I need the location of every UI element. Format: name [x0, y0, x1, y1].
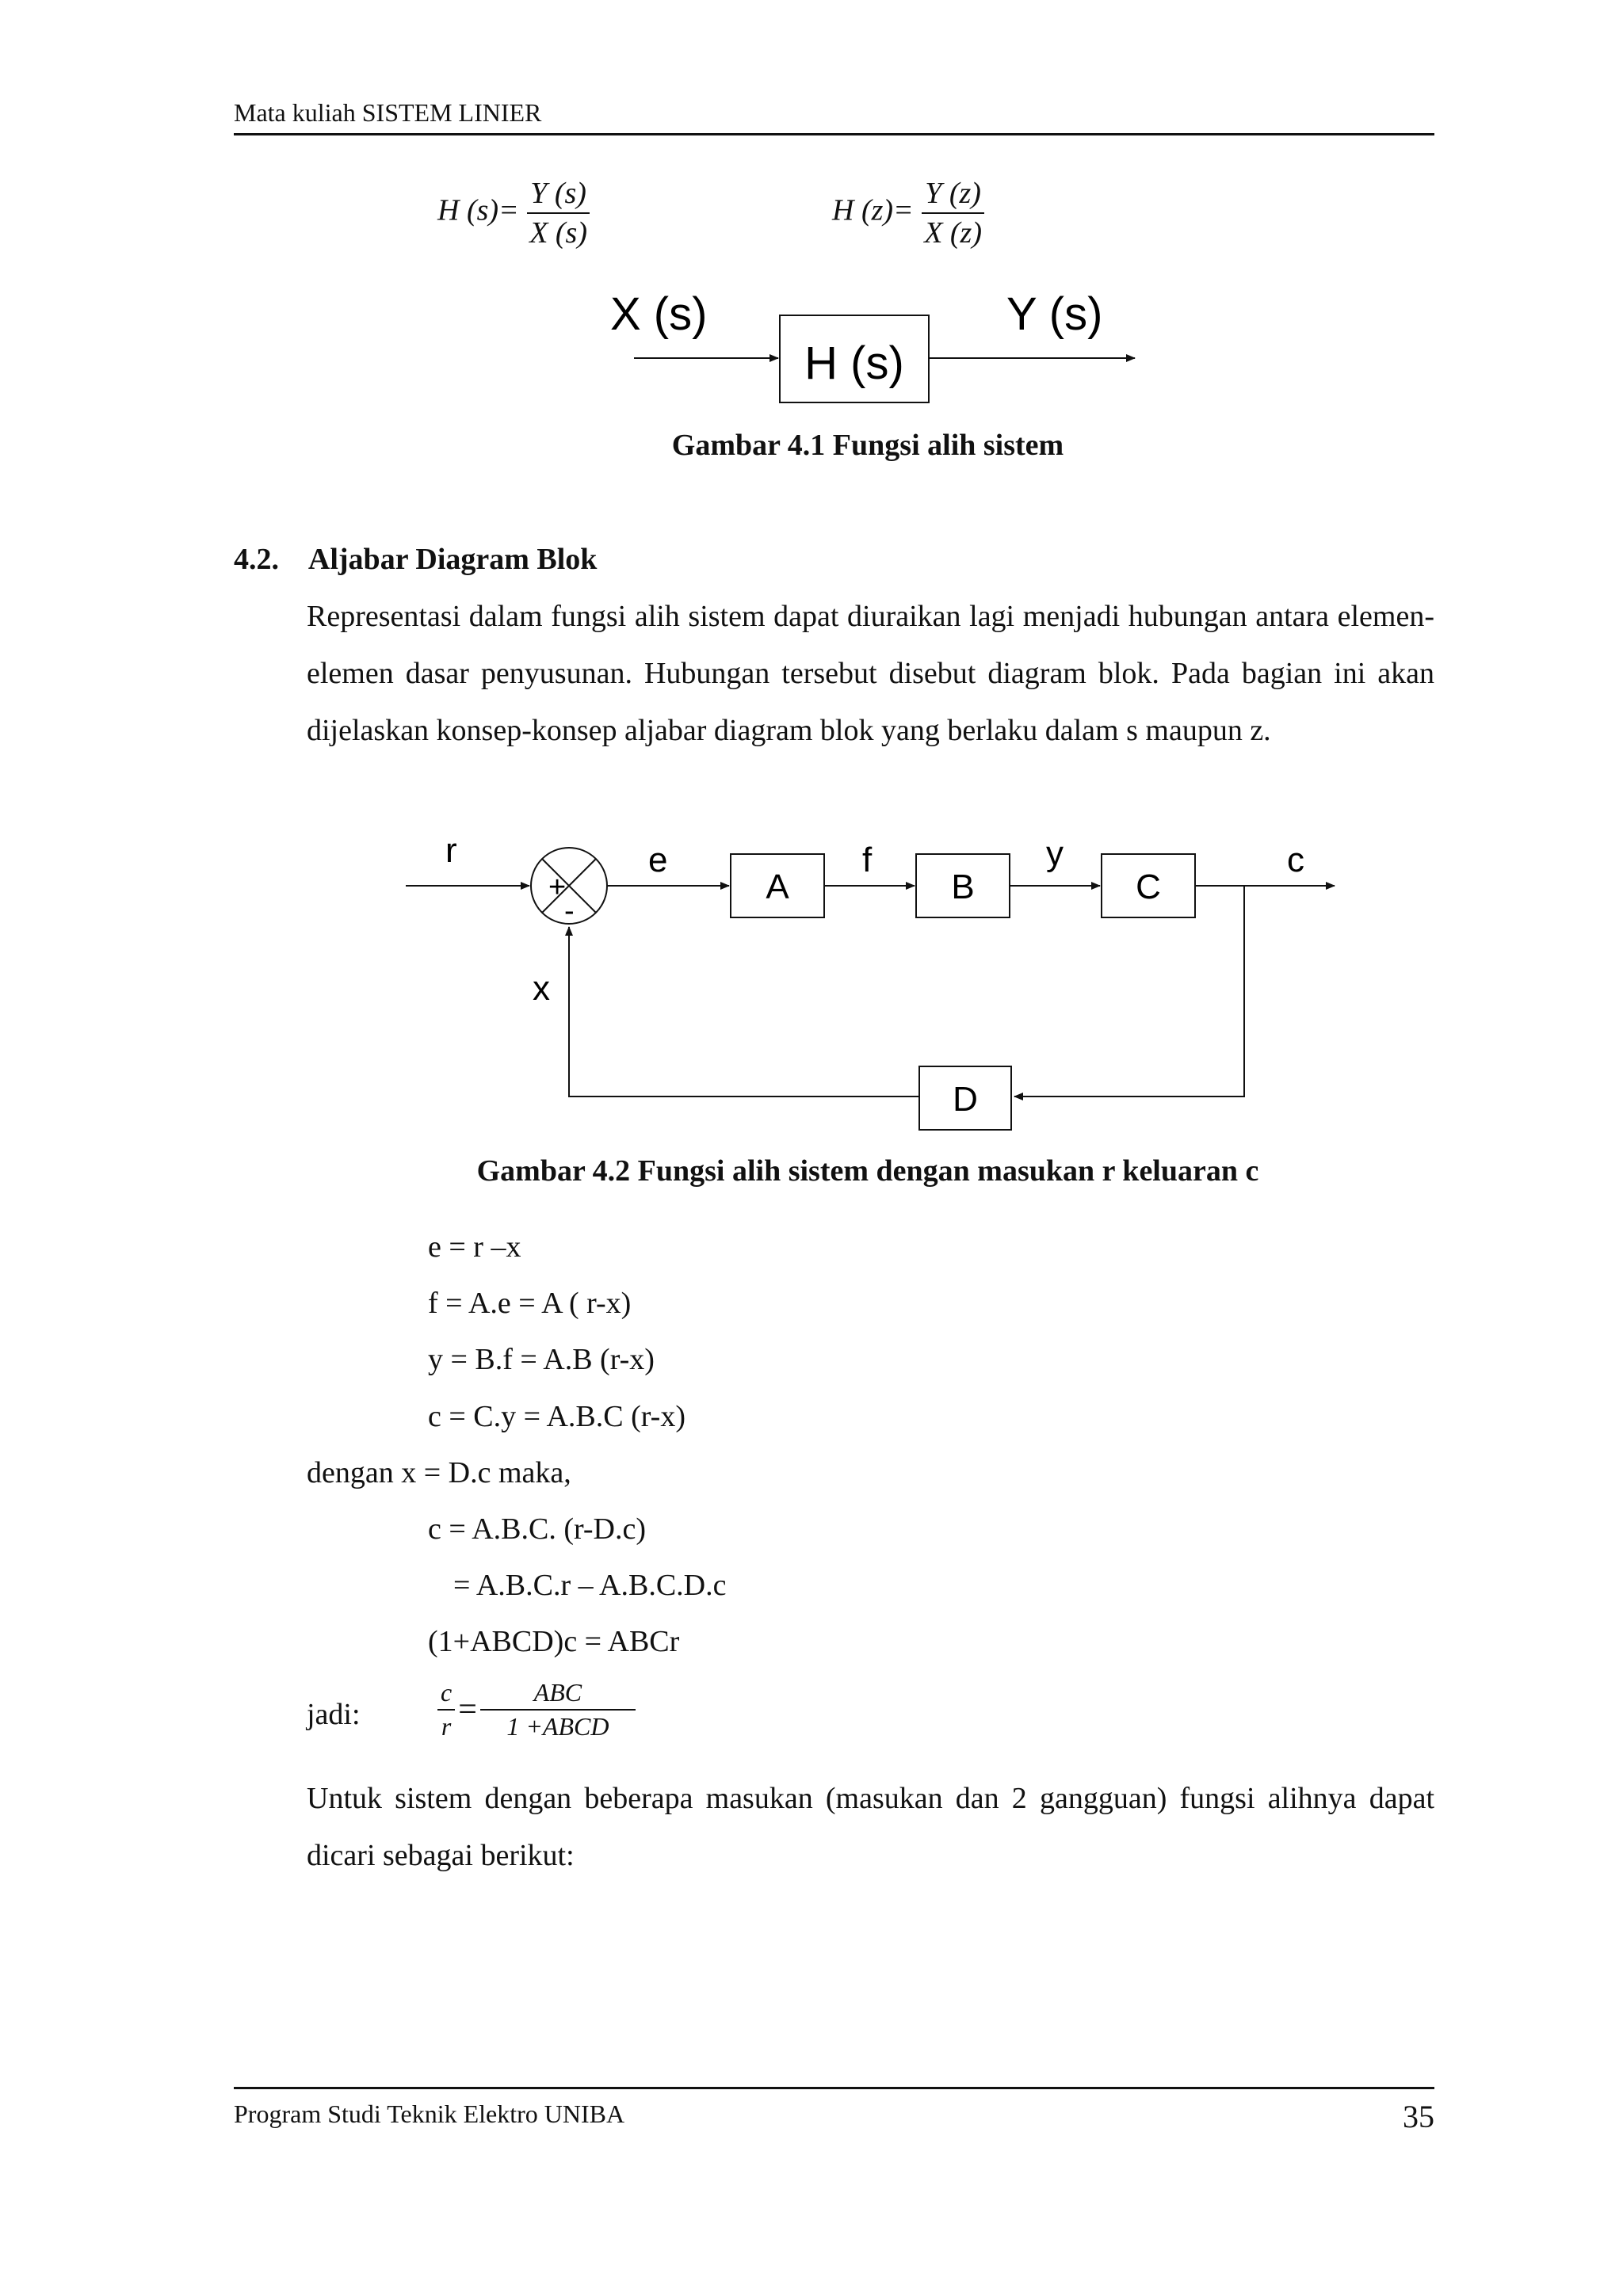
fig2-label-c-signal: c	[1287, 841, 1304, 879]
fig2-label-e: e	[648, 841, 668, 879]
section-number: 4.2.	[234, 543, 279, 576]
equation-line: (1+ABCD)c = ABCr	[428, 1625, 680, 1658]
jadi-lhs-den: r	[441, 1712, 452, 1741]
fig2-label-a: A	[766, 868, 789, 906]
fig2-feedback-path-to-junction	[569, 927, 919, 1097]
jadi-label: jadi:	[307, 1698, 361, 1731]
formula-hz-den: X (z)	[924, 216, 982, 250]
jadi-rhs-fraction	[480, 1678, 636, 1741]
page-number: 35	[1403, 2099, 1434, 2134]
section-paragraph: Representasi dalam fungsi alih sistem dapat diuraikan lagi menjadi hubungan antara elemen-elemen dasar penyusunan. Hubungan tersebut disebut diagram blok. Pada bagian ini akan dijelaskan konsep-konsep aljabar diagram blok yang berlaku dalam s maupun z.	[307, 600, 1434, 747]
footer-text: Program Studi Teknik Elektro UNIBA	[234, 2100, 625, 2128]
dengan-line: dengan x = D.c maka,	[307, 1456, 571, 1489]
figure-4-1-diagram	[602, 285, 1157, 420]
fig2-label-r: r	[445, 832, 457, 870]
jadi-lhs-fraction	[437, 1678, 455, 1741]
formula-hs-lhs: H (s)=	[437, 193, 519, 227]
fig2-label-y: y	[1046, 834, 1064, 873]
formula-hz-lhs: H (z)=	[832, 193, 914, 227]
equation-line: f = A.e = A ( r-x)	[428, 1287, 632, 1320]
jadi-lhs-num: c	[437, 1678, 455, 1711]
jadi-rhs-num: ABC	[480, 1678, 636, 1711]
equation-line: = A.B.C.r – A.B.C.D.c	[453, 1569, 727, 1602]
fig1-input-label: X (s)	[610, 288, 708, 340]
section-heading	[234, 542, 597, 577]
formula-hs-fraction	[526, 176, 590, 250]
fig1-output-label: Y (s)	[1006, 288, 1103, 340]
formula-hs-den: X (s)	[529, 216, 587, 250]
figure-4-1-caption: Gambar 4.1 Fungsi alih sistem	[671, 429, 1064, 462]
jadi-rhs-den: 1 +ABCD	[506, 1712, 609, 1741]
fig2-label-x: x	[533, 969, 550, 1008]
equation-line: c = C.y = A.B.C (r-x)	[428, 1400, 685, 1433]
formula-hs-num: Y (s)	[527, 176, 590, 214]
jadi-formula	[437, 1678, 636, 1741]
fig2-label-f: f	[862, 841, 873, 879]
footer-rule	[234, 2087, 1434, 2089]
fig1-block-label: H (s)	[804, 338, 904, 389]
section-title: Aljabar Diagram Blok	[307, 543, 598, 576]
fig2-label-b: B	[951, 868, 975, 906]
fig2-plus-sign: +	[548, 871, 567, 904]
fig2-label-c-block: C	[1136, 868, 1161, 906]
fig2-label-d: D	[953, 1080, 978, 1119]
closing-paragraph: Untuk sistem dengan beberapa masukan (masukan dan 2 gangguan) fungsi alihnya dapat dicari sebagai berikut:	[307, 1782, 1434, 1872]
jadi-equals: =	[458, 1691, 477, 1728]
formula-hz-num: Y (z)	[922, 176, 984, 214]
header-rule	[234, 133, 1434, 135]
equation-line: y = B.f = A.B (r-x)	[428, 1343, 655, 1376]
figure-4-2-caption: Gambar 4.2 Fungsi alih sistem dengan masukan r keluaran c	[476, 1154, 1259, 1188]
fig2-minus-sign: -	[564, 894, 575, 928]
page-header: Mata kuliah SISTEM LINIER	[234, 98, 542, 127]
equation-line: e = r –x	[428, 1230, 521, 1264]
formula-hz	[832, 176, 985, 250]
formula-hz-fraction	[921, 176, 985, 250]
figure-4-2-diagram	[396, 832, 1363, 1149]
formula-hs	[437, 176, 590, 250]
equation-line: c = A.B.C. (r-D.c)	[428, 1512, 646, 1546]
